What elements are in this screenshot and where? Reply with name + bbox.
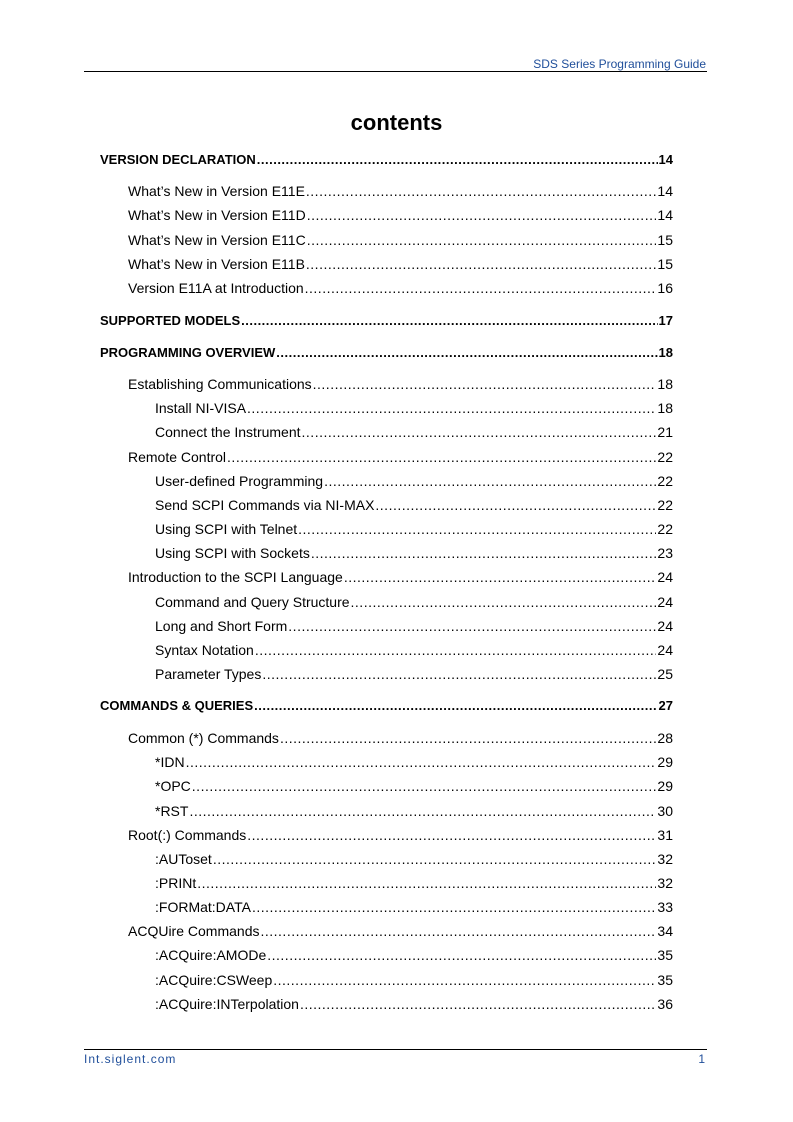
toc-entry[interactable]: Using SCPI with Telnet ..... 22 bbox=[155, 520, 673, 538]
toc-entry[interactable]: *OPC ..... 29 bbox=[155, 777, 673, 795]
toc-entry[interactable]: :PRINt ..... 32 bbox=[155, 874, 673, 892]
toc-entry[interactable]: PROGRAMMING OVERVIEW ..... 18 bbox=[100, 344, 673, 362]
toc-entry[interactable]: Long and Short Form ..... 24 bbox=[155, 617, 673, 635]
footer-website: Int.siglent.com bbox=[84, 1052, 177, 1066]
toc-entry[interactable]: Introduction to the SCPI Language ..... 24 bbox=[128, 568, 673, 586]
toc-entry[interactable]: :ACQuire:CSWeep ..... 35 bbox=[155, 971, 673, 989]
toc-entry[interactable]: Remote Control ..... 22 bbox=[128, 448, 673, 466]
toc-entry[interactable]: ACQUire Commands ..... 34 bbox=[128, 922, 673, 940]
toc-entry[interactable]: What’s New in Version E11B ..... 15 bbox=[128, 255, 673, 273]
toc-entry[interactable]: What’s New in Version E11C ..... 15 bbox=[128, 231, 673, 249]
toc-entry[interactable]: *IDN ..... 29 bbox=[155, 753, 673, 771]
toc-entry[interactable]: :AUToset ..... 32 bbox=[155, 850, 673, 868]
toc-entry[interactable]: Send SCPI Commands via NI-MAX ..... 22 bbox=[155, 496, 673, 514]
toc-entry[interactable]: *RST ..... 30 bbox=[155, 802, 673, 820]
toc-entry[interactable]: :ACQuire:AMODe ..... 35 bbox=[155, 946, 673, 964]
toc-entry[interactable]: Version E11A at Introduction ..... 16 bbox=[128, 279, 673, 297]
page-header-title: SDS Series Programming Guide bbox=[533, 57, 706, 71]
toc-entry[interactable]: Syntax Notation ..... 24 bbox=[155, 641, 673, 659]
toc-entry[interactable]: SUPPORTED MODELS ..... 17 bbox=[100, 312, 673, 330]
toc-entry[interactable]: Install NI-VISA ..... 18 bbox=[155, 399, 673, 417]
toc-entry[interactable]: What’s New in Version E11E ..... 14 bbox=[128, 182, 673, 200]
toc-entry[interactable]: :ACQuire:INTerpolation ..... 36 bbox=[155, 995, 673, 1013]
toc-entry[interactable]: Establishing Communications ..... 18 bbox=[128, 375, 673, 393]
toc-entry[interactable]: COMMANDS & QUERIES ..... 27 bbox=[100, 697, 673, 715]
toc-entry[interactable]: Connect the Instrument ..... 21 bbox=[155, 423, 673, 441]
toc-entry[interactable]: Parameter Types ..... 25 bbox=[155, 665, 673, 683]
toc-entry[interactable]: Command and Query Structure ..... 24 bbox=[155, 593, 673, 611]
toc-title: contents bbox=[350, 110, 443, 135]
footer-divider bbox=[84, 1049, 707, 1050]
toc-entry[interactable]: VERSION DECLARATION ..... 14 bbox=[100, 151, 673, 169]
toc-entry[interactable]: User-defined Programming ..... 22 bbox=[155, 472, 673, 490]
toc-entry[interactable]: Common (*) Commands ..... 28 bbox=[128, 729, 673, 747]
toc-entry[interactable]: Using SCPI with Sockets ..... 23 bbox=[155, 544, 673, 562]
page-number: 1 bbox=[698, 1052, 705, 1066]
toc-entry[interactable]: What’s New in Version E11D ..... 14 bbox=[128, 206, 673, 224]
header-divider bbox=[84, 71, 707, 72]
toc-entry[interactable]: Root(:) Commands ..... 31 bbox=[128, 826, 673, 844]
toc-entry[interactable]: :FORMat:DATA ..... 33 bbox=[155, 898, 673, 916]
